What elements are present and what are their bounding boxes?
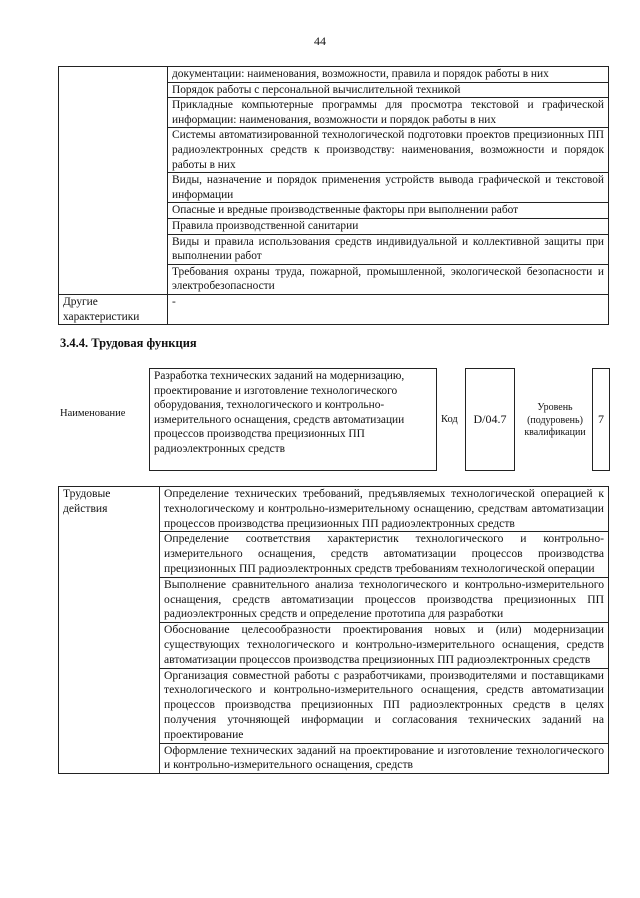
knowledge-row: Прикладные компьютерные программы для просмотра текстовой и графической информации: наименования, возможности и порядок работы в них (168, 98, 609, 128)
knowledge-table (58, 66, 609, 325)
labor-action-row: Оформление технических заданий на проектирование и изготовление технологического и контрольно-измерительного оснащения, средств (160, 743, 609, 774)
labor-actions-label: Трудовые действия (59, 487, 160, 774)
other-characteristics-value: - (168, 294, 609, 324)
labor-action-row: Выполнение сравнительного анализа технологического и контрольно-измерительного оснащения, средств автоматизации процессов производства прецизионных ПП радиоэлектронных средств и определение прототипа для разработки (160, 577, 609, 622)
qualification-level-label: Уровень (подуровень) квалификации (524, 402, 586, 438)
knowledge-row: Требования охраны труда, пожарной, промышленной, экологической безопасности и электробезопасности (168, 264, 609, 294)
knowledge-row: Порядок работы с персональной вычислительной техникой (168, 82, 609, 98)
section-title: 3.4.4. Трудовая функция (60, 336, 197, 350)
empty-label-cell (59, 67, 168, 295)
knowledge-row: Виды и правила использования средств индивидуальной и коллективной защиты при выполнении работ (168, 234, 609, 264)
code-value: D/04.7 (465, 368, 515, 471)
page-number: 44 (314, 34, 326, 48)
labor-action-row: Организация совместной работы с разработчиками, производителями и поставщиками технологического и контрольно-измерительного оснащения, средств автоматизации процессов производства прецизионных ПП радиоэлектронных средств в целях получения уточняющей информации и согласования технических заданий на проектирование (160, 668, 609, 743)
knowledge-row: Системы автоматизированной технологической подготовки проектов прецизионных ПП радиоэлектронных средств к производству: наименования, возможности и порядок работы в них (168, 128, 609, 173)
knowledge-row: Виды, назначение и порядок применения устройств вывода графической и текстовой информации (168, 173, 609, 203)
function-name-label: Наименование (60, 408, 126, 419)
code-label: Код (441, 414, 458, 425)
labor-actions-table (58, 486, 609, 774)
knowledge-row: документации: наименования, возможности, правила и порядок работы в них (168, 67, 609, 83)
other-characteristics-label: Другие характеристики (59, 294, 168, 324)
labor-action-row: Определение технических требований, предъявляемых технологической операцией к технологическому и контрольно-измерительному оснащению, средствам автоматизации процессов производства прецизионных ПП радиоэлектронных средств (160, 487, 609, 532)
function-name-value: Разработка технических заданий на модернизацию, проектирование и изготовление технологического оборудования, технологического и контрольно-измерительного оснащения, средств автоматизации процессов производства прецизионных ПП радиоэлектронных средств (149, 368, 437, 471)
qualification-level-value: 7 (592, 368, 610, 471)
labor-action-row: Обоснование целесообразности проектирования новых и (или) модернизации существующих технологического и контрольно-измерительного оснащения, средств автоматизации процессов производства прецизионных ПП радиоэлектронных средств (160, 623, 609, 668)
knowledge-row: Правила производственной санитарии (168, 218, 609, 234)
labor-action-row: Определение соответствия характеристик технологического и контрольно-измерительного оснащения, средств автоматизации процессов производства прецизионных ПП радиоэлектронных средств требованиям технологической операции (160, 532, 609, 577)
knowledge-row: Опасные и вредные производственные факторы при выполнении работ (168, 203, 609, 219)
